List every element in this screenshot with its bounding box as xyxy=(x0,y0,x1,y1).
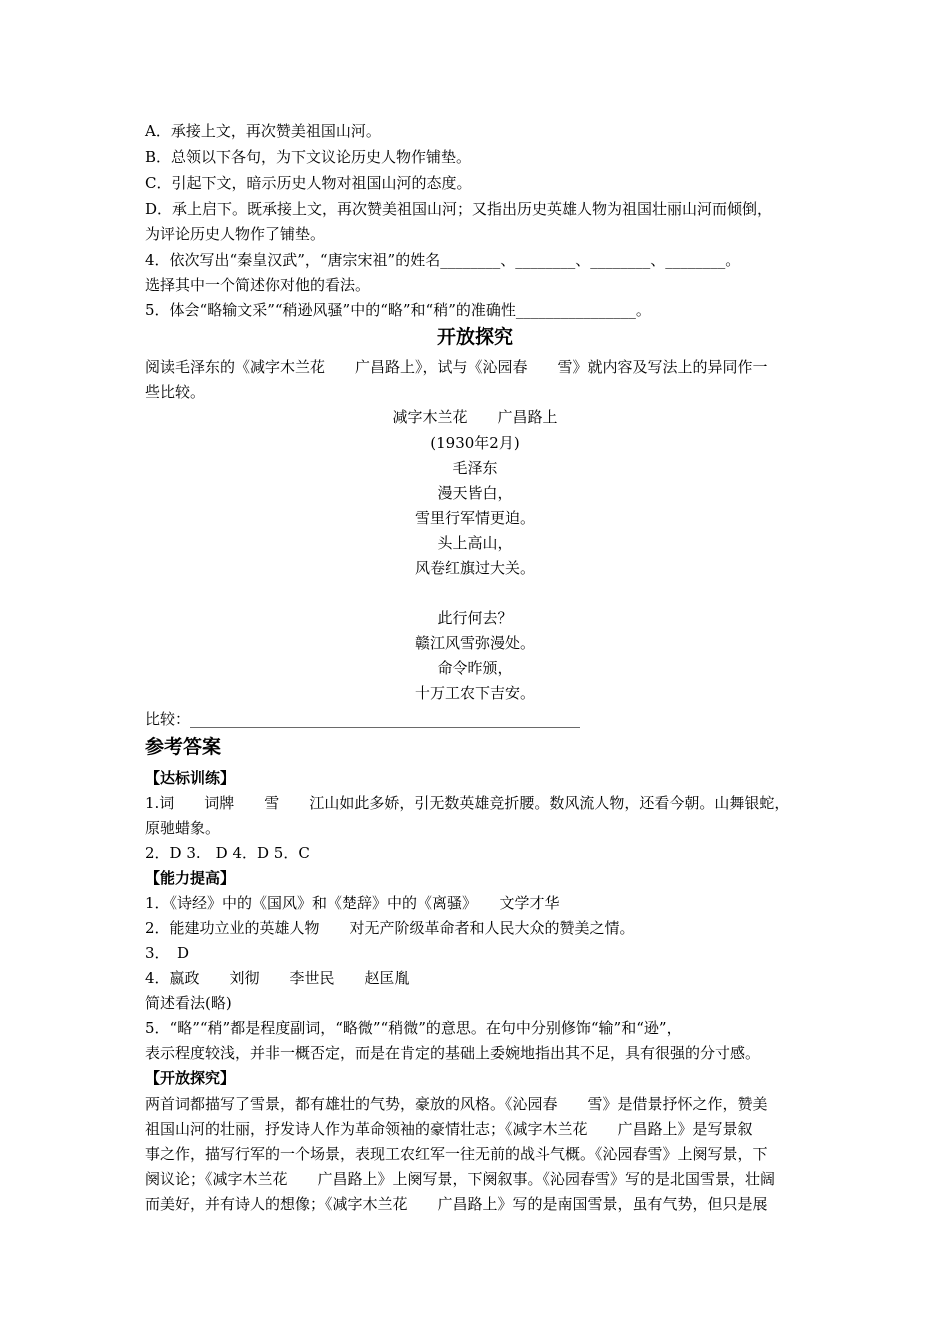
option-d-line2: 为评论历史人物作了铺垫。 xyxy=(145,225,326,243)
option-c: C．引起下文，暗示历史人物对祖国山河的态度。 xyxy=(145,174,472,192)
ability-answer-4b: 简述看法(略) xyxy=(145,994,232,1012)
compare-line: 比较：____________________________________________________ xyxy=(145,710,581,728)
ability-answer-5-line1: 5．“略”“稍”都是程度副词，“略微”“稍微”的意思。在句中分别修饰“输”和“逊”， xyxy=(145,1019,682,1037)
open-exploration-heading: 开放探究 xyxy=(436,326,513,348)
poem-author: 毛泽东 xyxy=(452,459,498,477)
option-d-line1: D．承上启下。既承接上文，再次赞美祖国山河；又指出历史英雄人物为祖国壮丽山河而倾倒， xyxy=(145,200,773,218)
answer-1-line1: 1.词 词牌 雪 江山如此多娇，引无数英雄竞折腰。数风流人物，还看今朝。山舞银蛇， xyxy=(145,794,790,812)
poem-line: 十万工农下吉安。 xyxy=(414,684,535,702)
poem-line: 头上高山， xyxy=(437,534,513,552)
poem-date: (1930年2月) xyxy=(430,434,520,452)
poem-line: 雪里行军情更迫。 xyxy=(414,509,535,527)
open-answer-line: 阕议论；《减字木兰花 广昌路上》上阕写景，下阕叙事。《沁园春雪》写的是北国雪景，壮阔 xyxy=(145,1170,776,1188)
open-intro-line2: 些比较。 xyxy=(145,383,206,401)
question-5: 5．体会“略输文采”“稍逊风骚”中的“略”和“稍”的准确性________________。 xyxy=(145,301,651,319)
poem-line: 此行何去？ xyxy=(437,609,513,627)
open-answer-line: 两首词都描写了雪景，都有雄壮的气势，豪放的风格。《沁园春 雪》是借景抒怀之作，赞美 xyxy=(145,1095,768,1113)
ability-answer-4: 4．嬴政 刘彻 李世民 赵匡胤 xyxy=(145,969,410,987)
poem-line: 漫天皆白， xyxy=(437,484,513,502)
open-answer-line: 祖国山河的壮丽，抒发诗人作为革命领袖的豪情壮志；《减字木兰花 广昌路上》是写景叙 xyxy=(145,1120,753,1138)
ability-answer-1: 1．《诗经》中的《国风》和《楚辞》中的《离骚》 文学才华 xyxy=(145,894,560,912)
ability-answer-2: 2．能建功立业的英雄人物 对无产阶级革命者和人民大众的赞美之情。 xyxy=(145,919,635,937)
question-4-line1: 4．依次写出“秦皇汉武”，“唐宗宋祖”的姓名________、________、________、________。 xyxy=(145,251,741,269)
poem-line: 风卷红旗过大关。 xyxy=(414,559,535,577)
answer-2-5: 2．D 3. D 4．D 5．C xyxy=(145,844,310,862)
answers-heading: 参考答案 xyxy=(145,736,222,758)
poem-title: 减字木兰花 广昌路上 xyxy=(392,408,558,426)
section-open-exploration: 【开放探究】 xyxy=(145,1069,236,1087)
option-b: B．总领以下各句，为下文议论历史人物作铺垫。 xyxy=(145,148,472,166)
poem-line: 赣江风雪弥漫处。 xyxy=(414,634,535,652)
poem-line: 命令昨颁， xyxy=(437,659,513,677)
section-ability: 【能力提高】 xyxy=(145,869,236,887)
answer-1-line2: 原驰蜡象。 xyxy=(145,819,221,837)
open-intro-line1: 阅读毛泽东的《减字木兰花 广昌路上》，试与《沁园春 雪》就内容及写法上的异同作一 xyxy=(145,358,768,376)
option-a: A．承接上文，再次赞美祖国山河。 xyxy=(145,122,381,140)
ability-answer-5-line2: 表示程度较浅，并非一概否定，而是在肯定的基础上委婉地指出其不足，具有很强的分寸感。 xyxy=(145,1044,761,1062)
open-answer-line: 而美好，并有诗人的想像；《减字木兰花 广昌路上》写的是南国雪景，虽有气势，但只是展 xyxy=(145,1195,768,1213)
section-basic-training: 【达标训练】 xyxy=(145,769,236,787)
open-answer-line: 事之作，描写行军的一个场景，表现工农红军一往无前的战斗气概。《沁园春雪》上阕写景，下 xyxy=(145,1145,768,1163)
question-4-line2: 选择其中一个简述你对他的看法。 xyxy=(145,276,371,294)
ability-answer-3: 3． D xyxy=(145,944,190,962)
